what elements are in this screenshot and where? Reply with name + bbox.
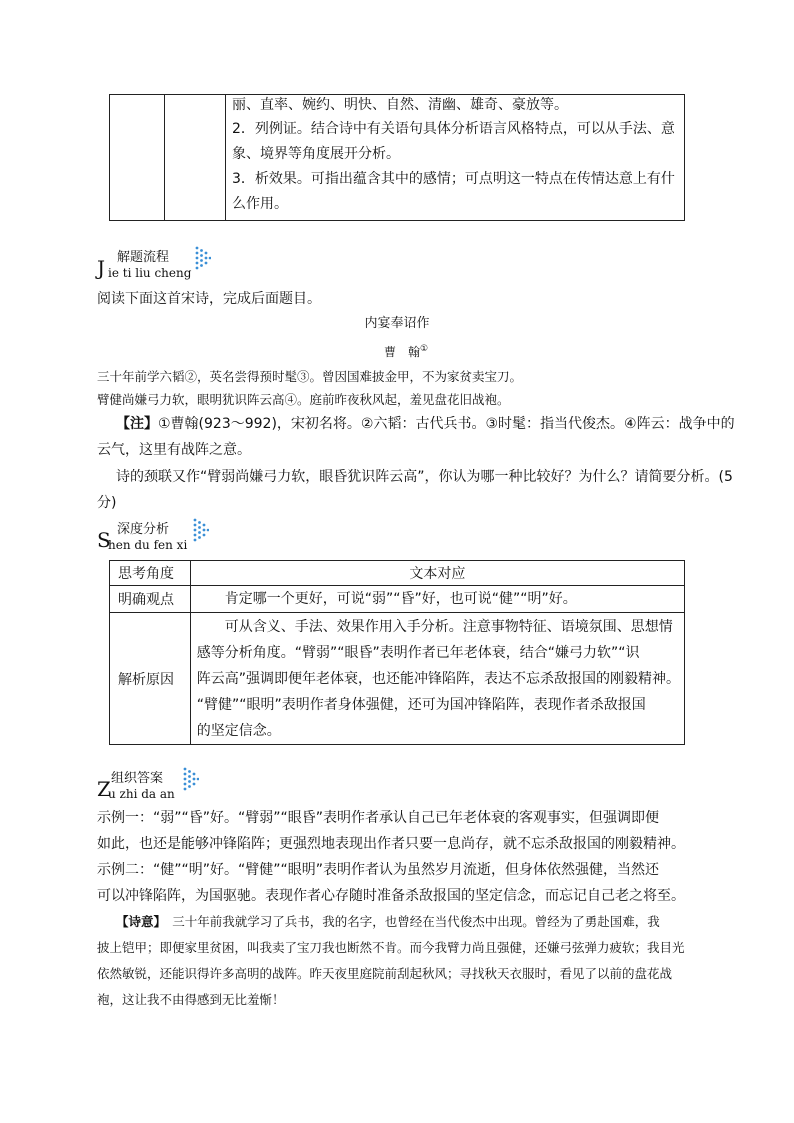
analysis-row1-label: 明确观点 (110, 586, 191, 613)
poem-title: 内宴奉诏作 (364, 316, 430, 331)
analysis-row1-text: 肯定哪一个更好，可说“弱”“昏”好，也可说“健”“明”好。 (190, 586, 684, 613)
section-heading-process (97, 244, 227, 284)
analysis-row2-line: “臂健”“眼明”表明作者身体强健，还可为国冲锋陷阵，表现作者杀敌报国 (196, 697, 646, 713)
top-table-line: 么作用。 (232, 196, 288, 212)
question-line-2: 分) (97, 495, 117, 511)
meaning-line-3: 依然敏锐，还能识得许多高明的战阵。昨天夜里庭院前刮起秋风；寻找秋天衣服时，看见了以前的盘花战 (97, 966, 673, 981)
section-heading-answer (97, 765, 227, 805)
answer-ex2-line-2: 可以冲锋陷阵，为国驱驰。表现作者心存随时准备杀敌报国的坚定信念，而忘记自己老之将至。 (97, 888, 685, 904)
question-line-1: 诗的颈联又作“臂弱尚嫌弓力软，眼昏犹识阵云高”，你认为哪一种比较好？为什么？请简要分析。(5 (116, 469, 733, 485)
meaning-label: 【诗意】 (116, 914, 160, 929)
intro-text: 阅读下面这首宋诗，完成后面题目。 (97, 291, 321, 307)
answer-ex1-line-2: 如此，也还是能够冲锋陷阵；更强烈地表现出作者只要一息尚存，就不忘杀敌报国的刚毅精神。 (97, 836, 685, 852)
section-heading-initial: S (97, 528, 111, 552)
top-table-line: 2．列例证。结合诗中有关语句具体分析语言风格特点，可以从手法、意 (232, 121, 675, 137)
top-table-line: 象、境界等角度展开分析。 (232, 146, 400, 162)
top-table-col2 (165, 95, 226, 221)
section-heading-pinyin: u zhi da an (108, 787, 175, 801)
meaning-line-2: 披上铠甲；即便家里贫困，叫我卖了宝刀我也断然不肯。而今我臂力尚且强健，还嫌弓弦弹力疲软；我目光 (97, 940, 685, 955)
top-table (109, 94, 685, 221)
notes-text: ①曹翰(923～992)，宋初名将。②六韬：古代兵书。③时髦：指当代俊杰。④阵云：战争中的 (158, 416, 735, 432)
analysis-row2-label: 解析原因 (110, 613, 191, 745)
notes-label: 【注】 (116, 416, 158, 432)
section-heading-pinyin: ie ti liu cheng (108, 266, 192, 280)
meaning-text: 三十年前我就学习了兵书，我的名字，也曾经在当代俊杰中出现。曾经为了勇赴国难，我 (172, 914, 660, 929)
triangle-dots-icon (195, 246, 211, 272)
section-heading-title: 深度分析 (117, 522, 170, 537)
top-table-line: 3．析效果。可指出蕴含其中的感情；可点明这一特点在传情达意上有什 (232, 171, 675, 187)
top-table-line: 丽、直率、婉约、明快、自然、清幽、雄奇、豪放等。 (232, 97, 568, 113)
triangle-dots-icon (193, 518, 209, 544)
poem-author-note: ① (420, 344, 429, 354)
meaning-line-4: 袍，这让我不由得感到无比羞惭！ (97, 992, 285, 1007)
answer-ex2-line-1: 示例二：“健”“明”好。“臂健”“眼明”表明作者认为虽然岁月流逝，但身体依然强健，当然还 (97, 862, 660, 878)
meaning-line-1 (116, 909, 660, 935)
triangle-dots-icon (183, 767, 199, 793)
analysis-row2-line: 的坚定信念。 (196, 723, 281, 739)
analysis-row2-line: 阵云高”强调即便年老体衰，也还能冲锋陷阵，表达不忘杀敌报国的刚毅精神。 (196, 671, 680, 687)
section-heading-title: 解题流程 (117, 250, 170, 265)
analysis-row2-content (190, 613, 684, 745)
analysis-row2-line: 可从含义、手法、效果作用入手分析。注意事物特征、语境氛围、思想情 (224, 619, 673, 635)
section-heading-initial: Z (97, 777, 111, 801)
analysis-header-text: 文本对应 (190, 561, 684, 586)
section-heading-pinyin: hen du fen xi (108, 538, 188, 552)
top-table-col1 (110, 95, 165, 221)
section-heading-title: 组织答案 (111, 771, 164, 786)
answer-ex1-line-1: 示例一：“弱”“昏”好。“臂弱”“眼昏”表明作者承认自己已年老体衰的客观事实，但强调即便 (97, 810, 660, 826)
analysis-header-angle: 思考角度 (110, 561, 191, 586)
poem-line-1: 三十年前学六韬②，英名尝得预时髦③。曾因国难披金甲，不为家贫卖宝刀。 (97, 369, 523, 384)
poem-author (384, 340, 428, 361)
poem-line-2: 臂健尚嫌弓力软，眼明犹识阵云高④。庭前昨夜秋风起，羞见盘花旧战袍。 (97, 392, 510, 407)
section-heading-analysis (97, 516, 227, 556)
notes-line-1 (116, 411, 735, 437)
top-table-content (226, 95, 685, 221)
analysis-table (109, 560, 685, 745)
notes-line-2: 云气，这里有战阵之意。 (97, 442, 251, 458)
section-heading-initial: J (97, 256, 106, 280)
poem-author-name: 曹 翰 (384, 345, 421, 359)
analysis-row2-line: 感等分析角度。“臂弱”“眼昏”表明作者已年老体衰，结合“嫌弓力软”“识 (196, 645, 640, 661)
